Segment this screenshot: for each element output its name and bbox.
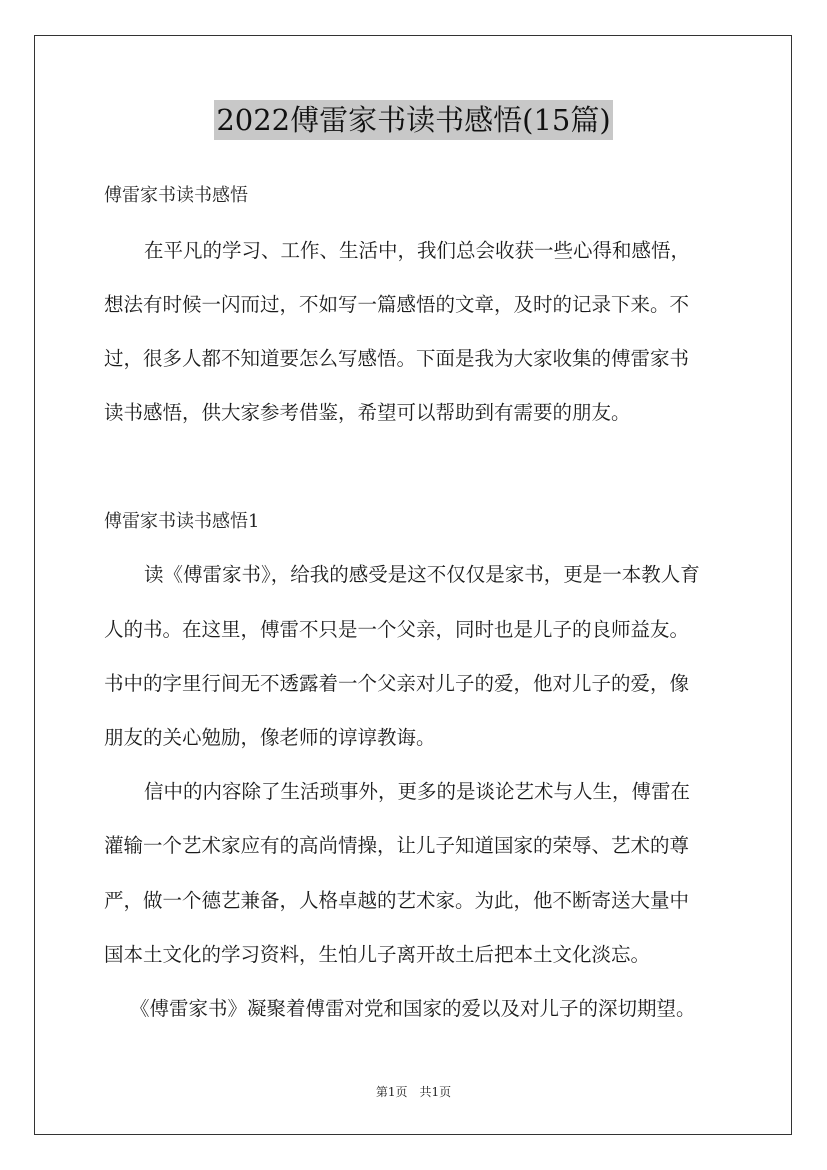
page-footer: 第1页 共1页: [375, 1085, 452, 1099]
intro-line: 想法有时候一闪而过，不如写一篇感悟的文章，及时的记录下来。不: [104, 293, 690, 316]
paragraph-line: 信中的内容除了生活琐事外，更多的是谈论艺术与人生，傅雷在: [144, 780, 691, 803]
paragraph-line: 朋友的关心勉励，像老师的谆谆教诲。: [104, 726, 436, 749]
intro-line: 过，很多人都不知道要怎么写感悟。下面是我为大家收集的傅雷家书: [104, 347, 690, 370]
paragraph-line: 书中的字里行间无不透露着一个父亲对儿子的爱，他对儿子的爱，像: [104, 672, 690, 695]
paragraph-line: 人的书。在这里，傅雷不只是一个父亲，同时也是儿子的良师益友。: [104, 618, 690, 641]
intro-line: 在平凡的学习、工作、生活中，我们总会收获一些心得和感悟，: [144, 239, 691, 262]
paragraph-line: 《傅雷家书》凝聚着傅雷对党和国家的爱以及对儿子的深切期望。: [130, 997, 696, 1020]
paragraph-line: 国本土文化的学习资料，生怕儿子离开故土后把本土文化淡忘。: [104, 943, 651, 966]
paragraph-line: 严，做一个德艺兼备，人格卓越的艺术家。为此，他不断寄送大量中: [104, 889, 690, 912]
paragraph-line: 读《傅雷家书》，给我的感受是这不仅仅是家书，更是一本教人育: [144, 563, 700, 586]
title-container: [0, 100, 827, 140]
section-heading-1: 傅雷家书读书感悟1: [104, 511, 260, 532]
document-title: 2022傅雷家书读书感悟(15篇): [214, 100, 612, 140]
intro-line: 读书感悟，供大家参考借鉴，希望可以帮助到有需要的朋友。: [104, 401, 631, 424]
intro-heading: 傅雷家书读书感悟: [104, 185, 248, 206]
paragraph-line: 灌输一个艺术家应有的高尚情操，让儿子知道国家的荣辱、艺术的尊: [104, 834, 690, 857]
